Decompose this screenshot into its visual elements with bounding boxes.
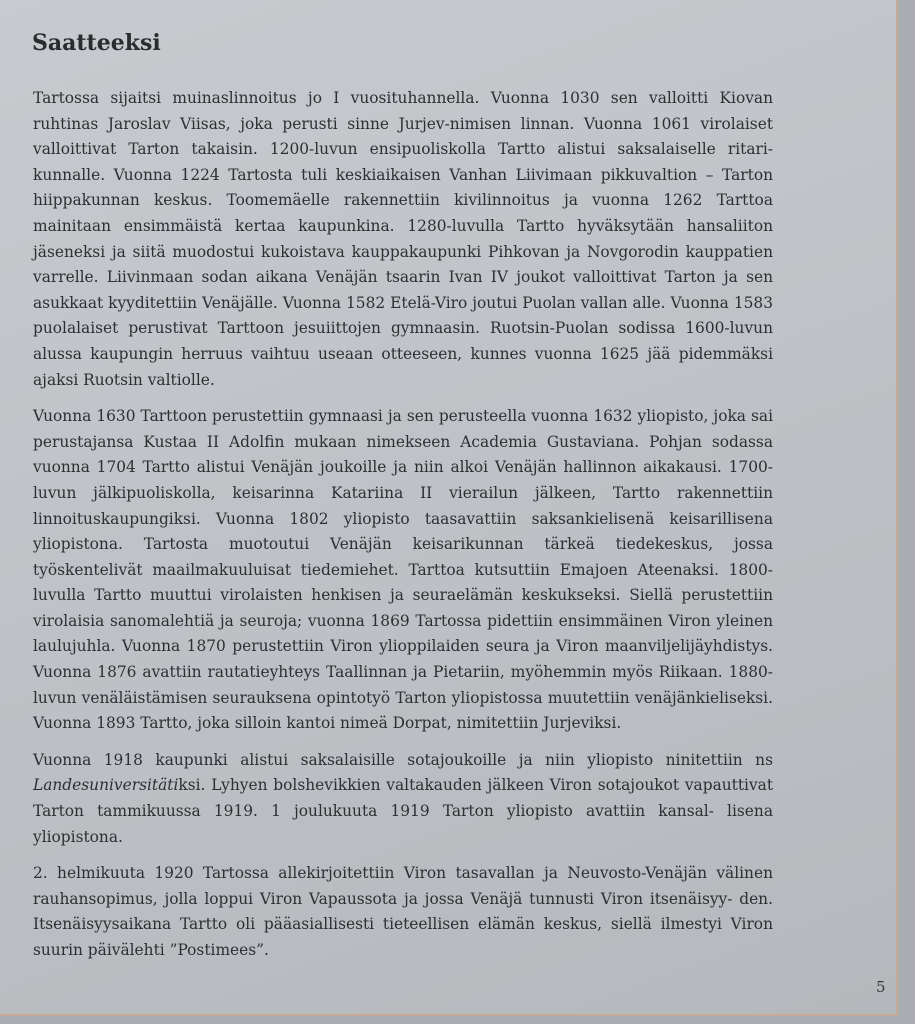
paragraph-3-start: Vuonna 1918 kaupunki alistui saksalaisille sotajoukoille ja niin yliopisto ninitettiin ns — [33, 750, 773, 769]
paragraph-3 — [33, 748, 773, 850]
paragraph-2: Vuonna 1630 Tarttoon perustettiin gymnaasi ja sen perusteella vuonna 1632 yliopisto, joka sai perustajansa Kustaa II Adolfin mukaan nimekseen Academia Gustaviana. Pohjan sodassa vuonna 1704 Tartto alistui Venäjän joukoille ja niin alkoi Venäjän hallinnon aikakausi. 1700-luvun jälkipuoliskolla, keisarinna Katariina II vierailun jälkeen, Tartto rakennettiin linnoituskaupungiksi. Vuonna 1802 yliopisto taasavattiin saksankielisenä keisarillisena yliopistona. Tartosta muotoutui Venäjän keisarikunnan tärkeä tiedekeskus, jossa työskentelivät maailmakuuluisat tiedemiehet. Tarttoa kutsuttiin Emajoen Ateenaksi. 1800-luvulla Tartto muuttui virolaisten henkisen ja seuraelämän keskukseksi. Siellä perustettiin virolaisia sanomalehtiä ja seuroja; vuonna 1869 Tartossa pidettiin ensimmäinen Viron yleinen laulujuhla. Vuonna 1870 perustettiin Viron ylioppilaiden seura ja Viron maanviljelijäyhdistys. Vuonna 1876 avattiin rautatieyhteys Taallinnan ja Pietariin, myöhemmin myös Riikaan. 1880-luvun venäläistämisen seurauksena opintotyö Tarton yliopistossa muutettiin venäjänkieliseksi. Vuonna 1893 Tartto, joka silloin kantoi nimeä Dorpat, nimitettiin Jurjeviksi. — [33, 407, 773, 733]
body-text — [33, 86, 773, 975]
page-number: 5 — [876, 978, 886, 996]
paragraph-3-end: ksi. Lyhyen bolshevikkien valtakauden jälkeen Viron sotajoukot vapauttivat Tarton tammikuussa 1919. 1 joulukuuta 1919 Tarton yliopisto avattiin kansal- lisena yliopistona. — [33, 776, 773, 846]
paragraph-3-italic-term: Landesuniversitäti — [33, 776, 179, 795]
paragraph-1: Tartossa sijaitsi muinaslinnoitus jo I vuosituhannella. Vuonna 1030 sen valloitti Kiovan ruhtinas Jaroslav Viisas, joka perusti sinne Jurjev-nimisen linnan. Vuonna 1061 virolaiset valloittivat Tarton takaisin. 1200-luvun ensipuoliskolla Tartto alistui saksalaiselle ritari- kunnalle. Vuonna 1224 Tartosta tuli keskiaikaisen Vanhan Liivimaan pikkuvaltion – Tarton hiippakunnan keskus. Toomemäelle rakennettiin kivilinnoitus ja vuonna 1262 Tarttoa mainitaan ensimmäistä kertaa kaupunkina. 1280-luvulla Tartto hyväksytään hansaliiton jäseneksi ja siitä muodostui kukoistava kauppakaupunki Pihkovan ja Novgorodin kauppatien varrelle. Liivinmaan sodan aikana Venäjän tsaarin Ivan IV joukot valloittivat Tarton ja sen asukkaat kyyditettiin Venäjälle. Vuonna 1582 Etelä-Viro joutui Puolan vallan alle. Vuonna 1583 puolalaiset perustivat Tarttoon jesuiittojen gymnaasin. Ruotsin-Puolan sodissa 1600-luvun alussa kaupungin herruus vaihtuu useaan otteeseen, kunnes vuonna 1625 jää pidemmäksi ajaksi Ruotsin valtiolle. — [33, 89, 773, 389]
paragraph-4: 2. helmikuuta 1920 Tartossa allekirjoitettiin Viron tasavallan ja Neuvosto-Venäjän välinen rauhansopimus, jolla loppui Viron Vapaussota ja jossa Venäjä tunnusti Viron itsenäisyy- den. Itsenäisyysaikana Tartto oli pääasiallisesti tieteellisen elämän keskus, siellä ilmestyi Viron suurin päivälehti ”Postimees”. — [33, 864, 773, 959]
page-title: Saatteeksi — [32, 30, 161, 56]
